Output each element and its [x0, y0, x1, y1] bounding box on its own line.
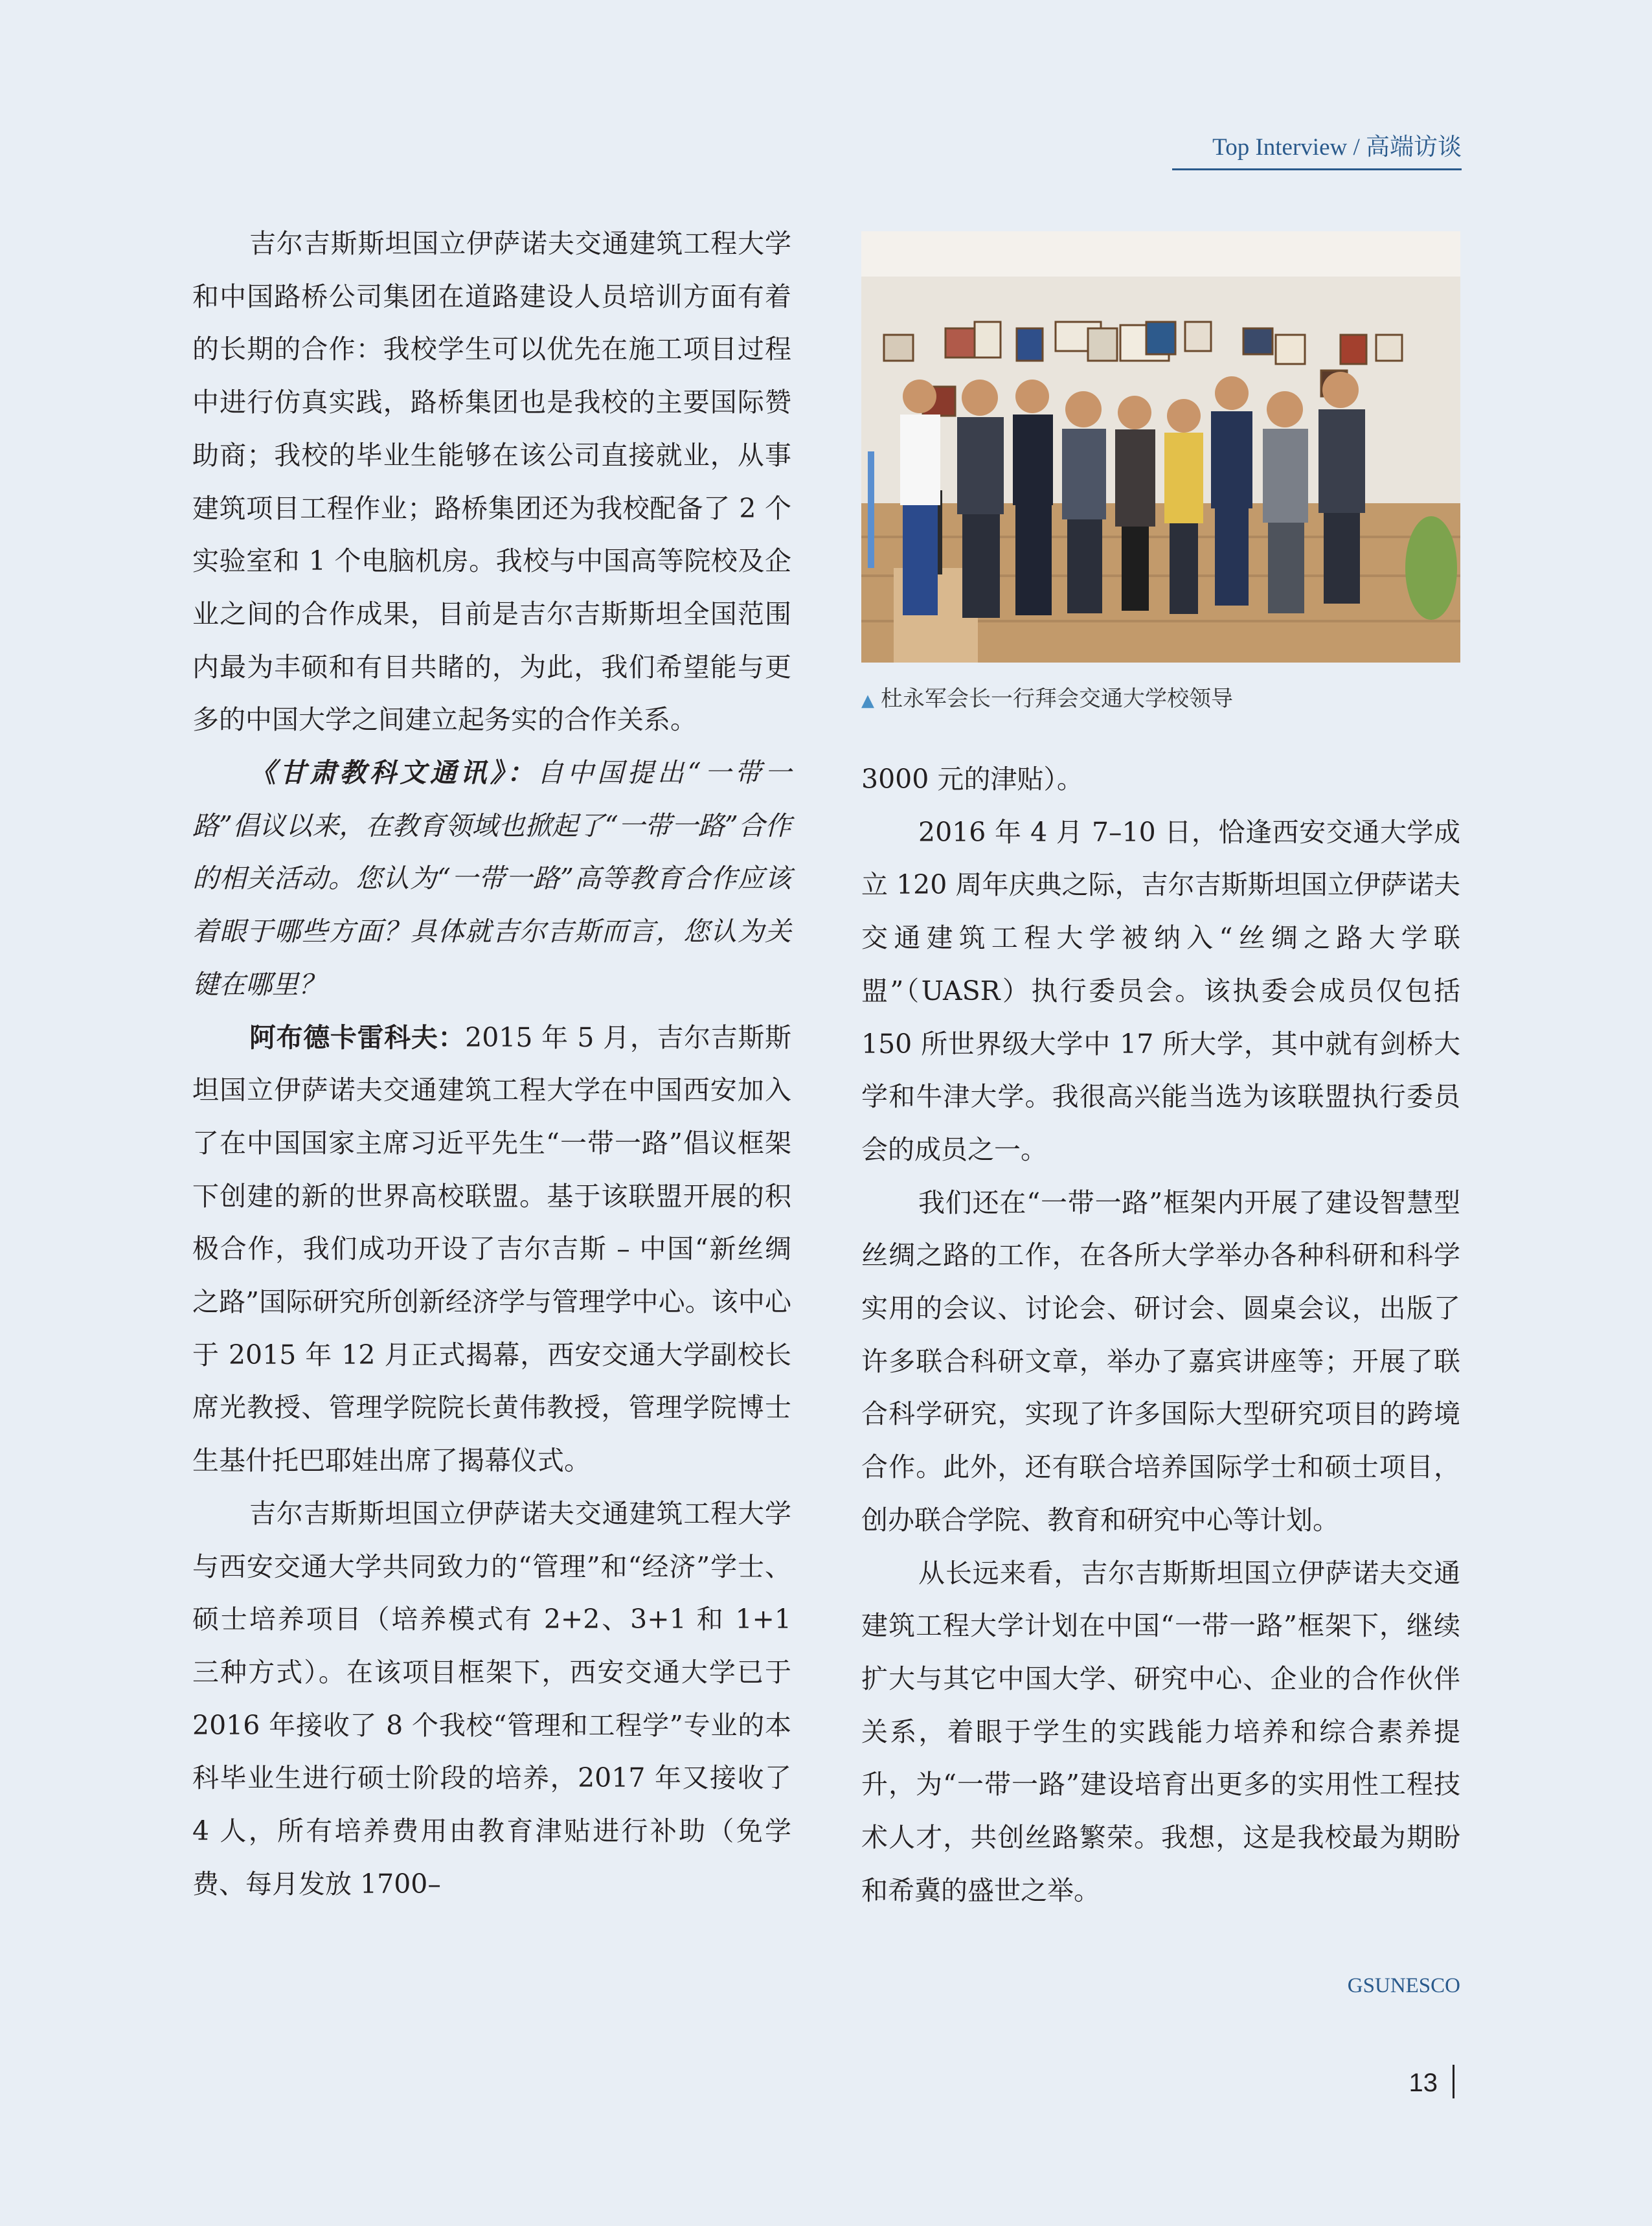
photo-caption [861, 681, 1460, 712]
group-photo [861, 231, 1460, 663]
paragraph: 吉尔吉斯斯坦国立伊萨诺夫交通建筑工程大学和中国路桥公司集团在道路建设人员培训方面有着的长期的合作：我校学生可以优先在施工项目过程中进行仿真实践，路桥集团也是我校的主要国际赞助商；我校的毕业生能够在该公司直接就业，从事建筑项目工程作业；路桥集团还为我校配备了 2 个实验室和 1 个电脑机房。我校与中国高等院校及企业之间的合作成果，目前是吉尔吉斯斯坦全国范围内最为丰硕和有目共睹的，为此，我们希望能与更多的中国大学之间建立起务实的合作关系。 [192, 228, 791, 736]
caption-text: 杜永军会长一行拜会交通大学校领导 [881, 686, 1233, 712]
left-column [192, 218, 791, 1911]
answer-label: 阿布德卡雷科夫： [249, 1021, 466, 1053]
caption-triangle-icon: ▲ [861, 691, 874, 710]
right-column [861, 753, 1460, 1917]
paragraph: 从长远来看，吉尔吉斯斯坦国立伊萨诺夫交通建筑工程大学计划在中国“一带一路”框架下，继续扩大与其它中国大学、研究中心、企业的合作伙伴关系，着眼于学生的实践能力培养和综合素养提升，为“一带一路”建设培育出更多的实用性工程技术人才，共创丝路繁荣。我想，这是我校最为期盼和希冀的盛世之举。 [861, 1557, 1460, 1906]
page-number: 13 [1409, 2069, 1438, 2097]
interview-answer [192, 1012, 791, 1488]
question-label: 《甘肃教科文通讯》： [249, 757, 537, 789]
paragraph: 吉尔吉斯斯坦国立伊萨诺夫交通建筑工程大学与西安交通大学共同致力的“管理”和“经济”学士、硕士培养项目（培养模式有 2+2、3+1 和 1+1 三种方式）。在该项目框架下，西安交通大学已于 2016 年接收了 8 个我校“管理和工程学”专业的本科毕业生进行硕士阶段的培养，2017 年又接收了 4 人，所有培养费用由教育津贴进行补助（免学费、每月发放 1700– [192, 1497, 791, 1900]
section-header: Top Interview / 高端访谈 [1172, 127, 1462, 170]
paragraph: 我们还在“一带一路”框架内开展了建设智慧型丝绸之路的工作，在各所大学举办各种科研和科学实用的会议、讨论会、研讨会、圆桌会议，出版了许多联合科研文章，举办了嘉宾讲座等；开展了联合科学研究，实现了许多国际大型研究项目的跨境合作。此外，还有联合培养国际学士和硕士项目，创办联合学院、教育和研究中心等计划。 [861, 1187, 1460, 1536]
paragraph-continuation: 3000 元的津贴）。 [861, 764, 1083, 795]
author-signature: GSUNESCO [1347, 1974, 1460, 1997]
answer-text: 2015 年 5 月，吉尔吉斯斯坦国立伊萨诺夫交通建筑工程大学在中国西安加入了在中国国家主席习近平先生“一带一路”倡议框架下创建的新的世界高校联盟。基于该联盟开展的积极合作，我们成功开设了吉尔吉斯 – 中国“新丝绸之路”国际研究所创新经济学与管理学中心。该中心于 2015 年 12 月正式揭幕，西安交通大学副校长席光教授、管理学院院长黄伟教授，管理学院博士生基什托巴耶娃出席了揭幕仪式。 [192, 1021, 792, 1477]
paragraph: 2016 年 4 月 7–10 日，恰逢西安交通大学成立 120 周年庆典之际，吉尔吉斯斯坦国立伊萨诺夫交通建筑工程大学被纳入“丝绸之路大学联盟”（UASR）执行委员会。该执委会成员仅包括 150 所世界级大学中 17 所大学，其中就有剑桥大学和牛津大学。我很高兴能当选为该联盟执行委员会的成员之一。 [861, 816, 1460, 1165]
question-text: 自中国提出“一带一路”倡议以来，在教育领域也掀起了“一带一路”合作的相关活动。您认为“一带一路”高等教育合作应该着眼于哪些方面？具体就吉尔吉斯而言，您认为关键在哪里？ [192, 757, 792, 1000]
group-photo-illustration [861, 231, 1460, 663]
people [900, 372, 1365, 618]
interview-question [192, 747, 791, 1012]
page-number-rule [1453, 2065, 1454, 2098]
